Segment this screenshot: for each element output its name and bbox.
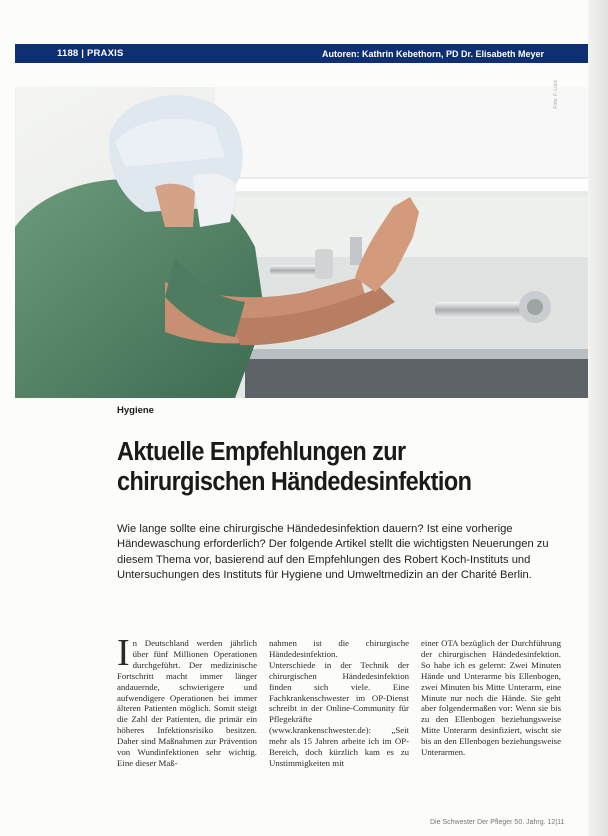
authors-label: Autoren: Kathrin Kebethorn, PD Dr. Elisabeth Meyer: [322, 48, 545, 59]
page-section-label: 1188 | PRAXIS: [57, 48, 124, 59]
article-kicker: Hygiene: [117, 405, 154, 416]
photo-illustration: [15, 87, 588, 398]
body-column-1: [117, 638, 257, 826]
body-text-1: n Deutschland werden jährlich über fünf Millionen Operationen durchgeführt. Der medizinische Fortschritt macht immer länger andauernde, schwierigere und aufwendigere Operationen bei immer älteren Patienten möglich. Somit steigt die Zahl der Patienten, die primär ein höheres Infektionsrisiko besitzen. Daher sind Maßnahmen zur Prävention von Wundinfektionen sehr wichtig. Eine dieser Maß-: [117, 638, 257, 768]
body-column-2: nahmen ist die chirurgische Händedesinfektion. Unterschiede in der Technik der chirurgischen Händedesinfektion finden sich viele. Eine Fachkrankenschwester im OP-Dienst schreibt in der Online-Community für Pflegekräfte (www.krankenschwester.de): „Seit mehr als 15 Jahren arbeite ich im OP-Bereich, doch kürzlich kam es zu Unstimmigkeiten mit: [269, 638, 409, 768]
body-column-3: einer OTA bezüglich der Durchführung der chirurgischen Händedesinfektion. So habe ich es gelernt: Zwei Minuten Hände und Unterarme bis Ellenbogen, zwei Minuten bis Mitte Unterarm, eine Minute nur noch die Hände. Sie geht aber folgendermaßen vor: Wenn sie bis zu den Ellenbogen beziehungsweise Mitte Unterarm desinfiziert, wischt sie bis an den Ellenbogen beziehungsweise Unterarmen.: [421, 638, 561, 758]
page-gutter: [588, 0, 608, 836]
page-header-bar: [15, 44, 588, 63]
page-footer: Die Schwester Der Pfleger 50. Jahrg. 12|11: [430, 819, 565, 826]
article-body: [117, 638, 569, 826]
drop-cap: I: [117, 638, 130, 674]
article-lead: Wie lange sollte eine chirurgische Händedesinfektion dauern? Ist eine vorherige Händewaschung erforderlich? Der folgende Artikel stellt die wichtigsten Neuerungen zu diesem Thema vor, basierend auf den Empfehlungen des Robert Koch-Instituts und Untersuchungen des Instituts für Hygiene und Umweltmedizin an der Charité Berlin.: [117, 523, 549, 582]
surgeon-handwashing-photo: [15, 87, 588, 398]
article-title: Aktuelle Empfehlungen zur chirurgischen Händedesinfektion: [117, 438, 472, 496]
photo-credit: Foto: F. Lück: [553, 80, 559, 109]
